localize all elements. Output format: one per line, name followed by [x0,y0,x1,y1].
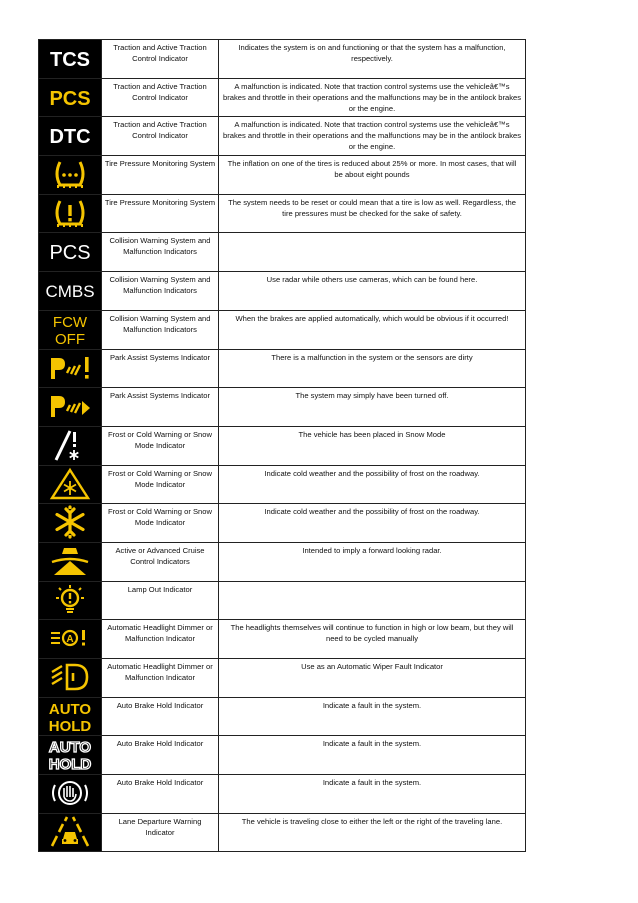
indicator-name: Park Assist Systems Indicator [102,388,219,427]
table-row [39,156,526,195]
lane-departure-icon [47,815,93,849]
indicator-name: Frost or Cold Warning or Snow Mode Indicator [102,504,219,543]
indicator-name: Frost or Cold Warning or Snow Mode Indicator [102,465,219,504]
auto-hold-outline-auto-text: AUTO [48,739,92,757]
indicator-description: The system may simply have been turned off. [219,388,526,427]
icon-cell [39,659,102,698]
indicator-description: A malfunction is indicated. Note that traction control systems use the vehicleâ€™s brakes and throttle in their operations and the malfunctions may be in the antilock brakes or the engine. [219,78,526,117]
icon-cell [39,813,102,852]
tcs-icon [42,43,98,73]
icon-cell [39,775,102,814]
icon-cell [39,40,102,79]
pcs-icon [42,82,98,112]
indicator-name: Park Assist Systems Indicator [102,349,219,388]
frost-triangle-icon [49,467,91,501]
indicator-description: Indicate cold weather and the possibility of frost on the roadway. [219,504,526,543]
cmbs-icon [41,275,99,305]
table-row [39,620,526,659]
icon-cell [39,78,102,117]
indicator-description: The headlights themselves will continue to function in high or low beam, but they will need to be cycled manually [219,620,526,659]
table-row [39,581,526,620]
icon-cell [39,310,102,349]
table-row [39,388,526,427]
indicator-description: Use radar while others use cameras, which can be found here. [219,272,526,311]
headlight-dimmer-icon [47,623,93,653]
snow-mode-icon [50,428,90,462]
icon-cell [39,504,102,543]
brake-hold-hand-icon [50,776,90,810]
indicator-name: Traction and Active Traction Control Indicator [102,117,219,156]
indicator-table [38,39,526,852]
icon-cell [39,426,102,465]
indicator-description: The system needs to be reset or could mean that a tire is low as well. Regardless, the tire pressures must be checked for the sake of safety. [219,194,526,233]
indicator-description: Indicates the system is on and functioning or that the system has a malfunction, respectively. [219,40,526,79]
tcs-icon-text: TCS [50,49,90,71]
indicator-description: Indicate a fault in the system. [219,697,526,736]
icon-cell [39,117,102,156]
auto-hold-icon [44,699,96,733]
indicator-name: Active or Advanced Cruise Control Indicators [102,542,219,581]
table-row [39,78,526,117]
indicator-name: Frost or Cold Warning or Snow Mode Indicator [102,426,219,465]
indicator-name: Collision Warning System and Malfunction Indicators [102,310,219,349]
table-row [39,813,526,852]
table-row [39,310,526,349]
indicator-description [219,581,526,620]
icon-cell [39,156,102,195]
table-row [39,465,526,504]
indicator-description: Intended to imply a forward looking radar. [219,542,526,581]
icon-cell [39,465,102,504]
indicator-name: Lane Departure Warning Indicator [102,813,219,852]
indicator-name: Auto Brake Hold Indicator [102,775,219,814]
park-assist-icon [46,391,94,421]
indicator-description: There is a malfunction in the system or the sensors are dirty [219,349,526,388]
table-row [39,659,526,698]
table-row [39,40,526,79]
auto-hold-hold-text: HOLD [48,717,92,733]
icon-cell [39,581,102,620]
indicator-name: Auto Brake Hold Indicator [102,697,219,736]
icon-cell [39,697,102,736]
indicator-name: Collision Warning System and Malfunction Indicators [102,233,219,272]
indicator-description [219,233,526,272]
icon-cell [39,194,102,233]
table-row [39,697,526,736]
table-row [39,349,526,388]
indicator-name: Tire Pressure Monitoring System [102,194,219,233]
table-row [39,542,526,581]
indicator-name: Auto Brake Hold Indicator [102,736,219,775]
icon-cell [39,388,102,427]
headlight-dimmer-letter: A [66,634,74,646]
indicator-name: Collision Warning System and Malfunction Indicators [102,272,219,311]
indicator-name: Lamp Out Indicator [102,581,219,620]
indicator-name: Traction and Active Traction Control Indicator [102,78,219,117]
table-row [39,117,526,156]
table-row [39,426,526,465]
indicator-description: The vehicle has been placed in Snow Mode [219,426,526,465]
pcs-white-icon-text: PCS [49,242,91,265]
fcw-icon-text: FCW [52,313,88,331]
headlight-auto-icon [48,660,92,694]
table-row [39,504,526,543]
tire-pressure-warning-icon [50,197,90,229]
table-row [39,272,526,311]
auto-hold-outline-hold-text: HOLD [48,756,92,772]
dtc-icon-text: DTC [49,126,91,149]
indicator-description: When the brakes are applied automatically, which would be obvious if it occurred! [219,310,526,349]
indicator-description: A malfunction is indicated. Note that traction control systems use the vehicleâ€™s brakes and throttle in their operations and the malfunctions may be in the antilock brakes or the engine. [219,117,526,156]
fcw-off-icon [45,312,95,346]
indicator-description: The inflation on one of the tires is reduced about 25% or more. In most cases, that will be about eight pounds [219,156,526,195]
auto-hold-auto-text: AUTO [48,700,92,718]
dtc-icon [42,120,98,150]
icon-cell [39,620,102,659]
cmbs-icon-text: CMBS [45,282,95,302]
icon-cell [39,736,102,775]
snowflake-icon [52,505,88,539]
table-row [39,736,526,775]
tire-pressure-icon [50,158,90,190]
indicator-name: Automatic Headlight Dimmer or Malfunction Indicator [102,620,219,659]
indicator-description: Indicate a fault in the system. [219,736,526,775]
pcs-icon-text: PCS [49,87,91,110]
indicator-description: Indicate cold weather and the possibility of frost on the roadway. [219,465,526,504]
icon-cell [39,233,102,272]
park-assist-warning-icon [46,353,94,383]
lamp-out-icon [50,583,90,617]
indicator-name: Traction and Active Traction Control Indicator [102,40,219,79]
table-row [39,775,526,814]
cruise-radar-icon [48,544,92,578]
table-row [39,233,526,272]
indicator-name: Tire Pressure Monitoring System [102,156,219,195]
table-row [39,194,526,233]
indicator-description: Indicate a fault in the system. [219,775,526,814]
auto-hold-outline-icon [44,737,96,771]
indicator-description: The vehicle is traveling close to either the left or the right of the traveling lane. [219,813,526,852]
off-icon-text: OFF [55,330,85,346]
pcs-white-icon [42,236,98,266]
icon-cell [39,272,102,311]
indicator-description: Use as an Automatic Wiper Fault Indicator [219,659,526,698]
indicator-name: Automatic Headlight Dimmer or Malfunction Indicator [102,659,219,698]
icon-cell [39,542,102,581]
icon-cell [39,349,102,388]
